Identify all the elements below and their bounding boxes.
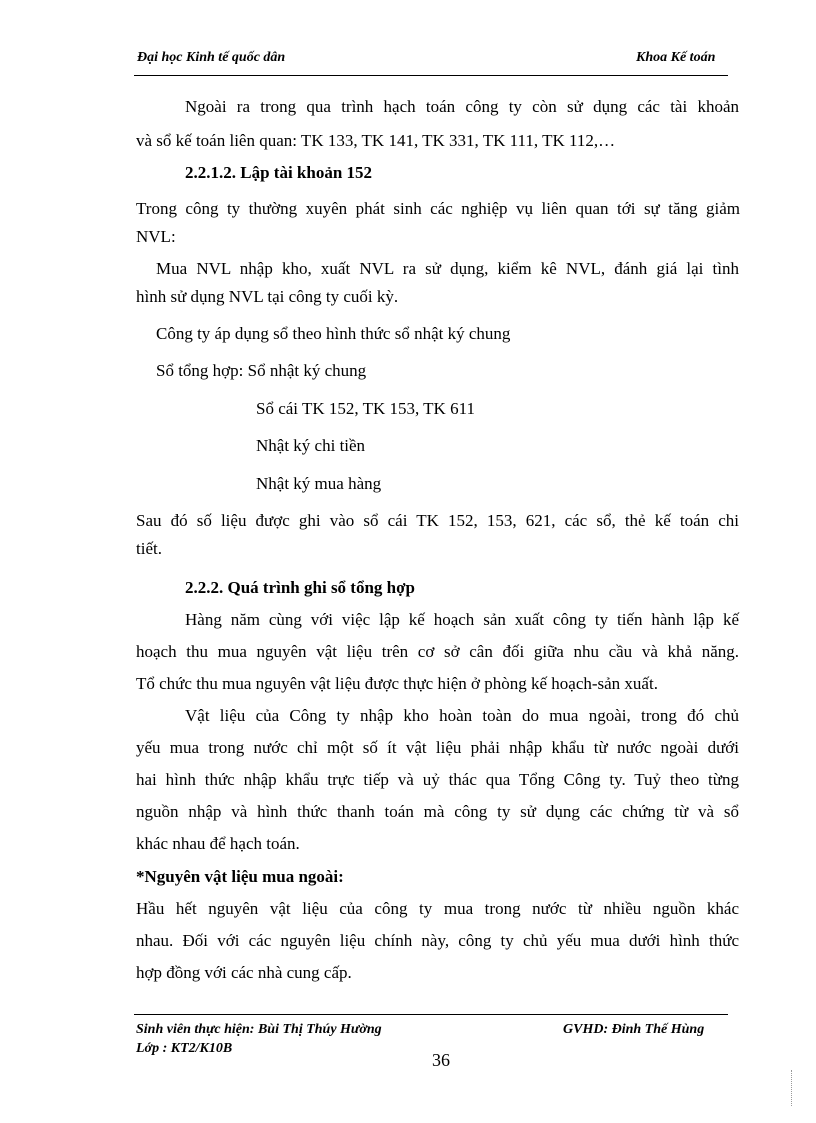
paragraph-line: khác nhau để hạch toán. xyxy=(136,834,300,853)
paragraph-line: hình sử dụng NVL tại công ty cuối kỳ. xyxy=(136,287,399,306)
paragraph-line: Sổ cái TK 152, TK 153, TK 611 xyxy=(256,399,475,418)
section-heading-222: 2.2.2. Quá trình ghi sổ tổng hợp xyxy=(185,578,415,597)
paragraph-line: Sổ tổng hợp: Sổ nhật ký chung xyxy=(156,361,367,380)
paragraph-line: Trong công ty thường xuyên phát sinh các nghiệp vụ liên quan tới sự tăng giảm xyxy=(136,199,740,218)
header-rule xyxy=(134,75,728,76)
paragraph-line: Vật liệu của Công ty nhập kho hoàn toàn do mua ngoài, trong đó chủ xyxy=(185,706,739,725)
footer-advisor: GVHD: Đinh Thế Hùng xyxy=(563,1022,705,1037)
paragraph-line: Ngoài ra trong qua trình hạch toán công ty còn sử dụng các tài khoản xyxy=(185,97,739,116)
page-corner-mark xyxy=(791,1070,792,1106)
paragraph-line: nhau. Đối với các nguyên liệu chính này, công ty chủ yếu mua dưới hình thức xyxy=(136,931,739,950)
paragraph-line: hoạch thu mua nguyên vật liệu trên cơ sở cân đối giữa nhu cầu và khả năng. xyxy=(136,642,739,661)
paragraph-line: nguồn nhập và hình thức thanh toán mà công ty sử dụng các chứng từ và sổ xyxy=(136,802,739,821)
paragraph-line: NVL: xyxy=(136,227,176,246)
paragraph-line: hai hình thức nhập khẩu trực tiếp và uỷ thác qua Tổng Công ty. Tuỷ theo từng xyxy=(136,770,739,789)
paragraph-line: Hầu hết nguyên vật liệu của công ty mua trong nước từ nhiều nguồn khác xyxy=(136,899,739,918)
footer-rule xyxy=(134,1014,728,1015)
page-number: 36 xyxy=(432,1050,450,1070)
subheading-nvl-mua-ngoai: *Nguyên vật liệu mua ngoài: xyxy=(136,867,344,886)
paragraph-line: tiết. xyxy=(136,539,162,558)
paragraph-line: Sau đó số liệu được ghi vào sổ cái TK 152, 153, 621, các sổ, thẻ kế toán chi xyxy=(136,511,739,530)
footer-student: Sinh viên thực hiện: Bùi Thị Thúy Hường xyxy=(136,1022,382,1037)
paragraph-line: Nhật ký chi tiền xyxy=(256,436,366,455)
paragraph-line: Tổ chức thu mua nguyên vật liệu được thực hiện ở phòng kế hoạch-sản xuất. xyxy=(136,674,658,693)
paragraph-line: yếu mua trong nước chỉ một số ít vật liệu phải nhập khẩu từ nước ngoài dưới xyxy=(136,738,739,757)
paragraph-line: Hàng năm cùng với việc lập kế hoạch sản xuất công ty tiến hành lập kế xyxy=(185,610,739,629)
paragraph-line: hợp đồng với các nhà cung cấp. xyxy=(136,963,352,982)
header-university: Đại học Kinh tế quốc dân xyxy=(137,50,286,65)
paragraph-line: Nhật ký mua hàng xyxy=(256,474,382,493)
header-faculty: Khoa Kế toán xyxy=(636,50,716,65)
paragraph-line: Công ty áp dụng sổ theo hình thức sổ nhật ký chung xyxy=(156,324,511,343)
paragraph-line: Mua NVL nhập kho, xuất NVL ra sử dụng, kiểm kê NVL, đánh giá lại tình xyxy=(156,259,739,278)
paragraph-line: và sổ kế toán liên quan: TK 133, TK 141, TK 331, TK 111, TK 112,… xyxy=(136,131,616,150)
section-heading-2212: 2.2.1.2. Lập tài khoản 152 xyxy=(185,163,373,182)
footer-class: Lớp : KT2/K10B xyxy=(136,1041,233,1056)
